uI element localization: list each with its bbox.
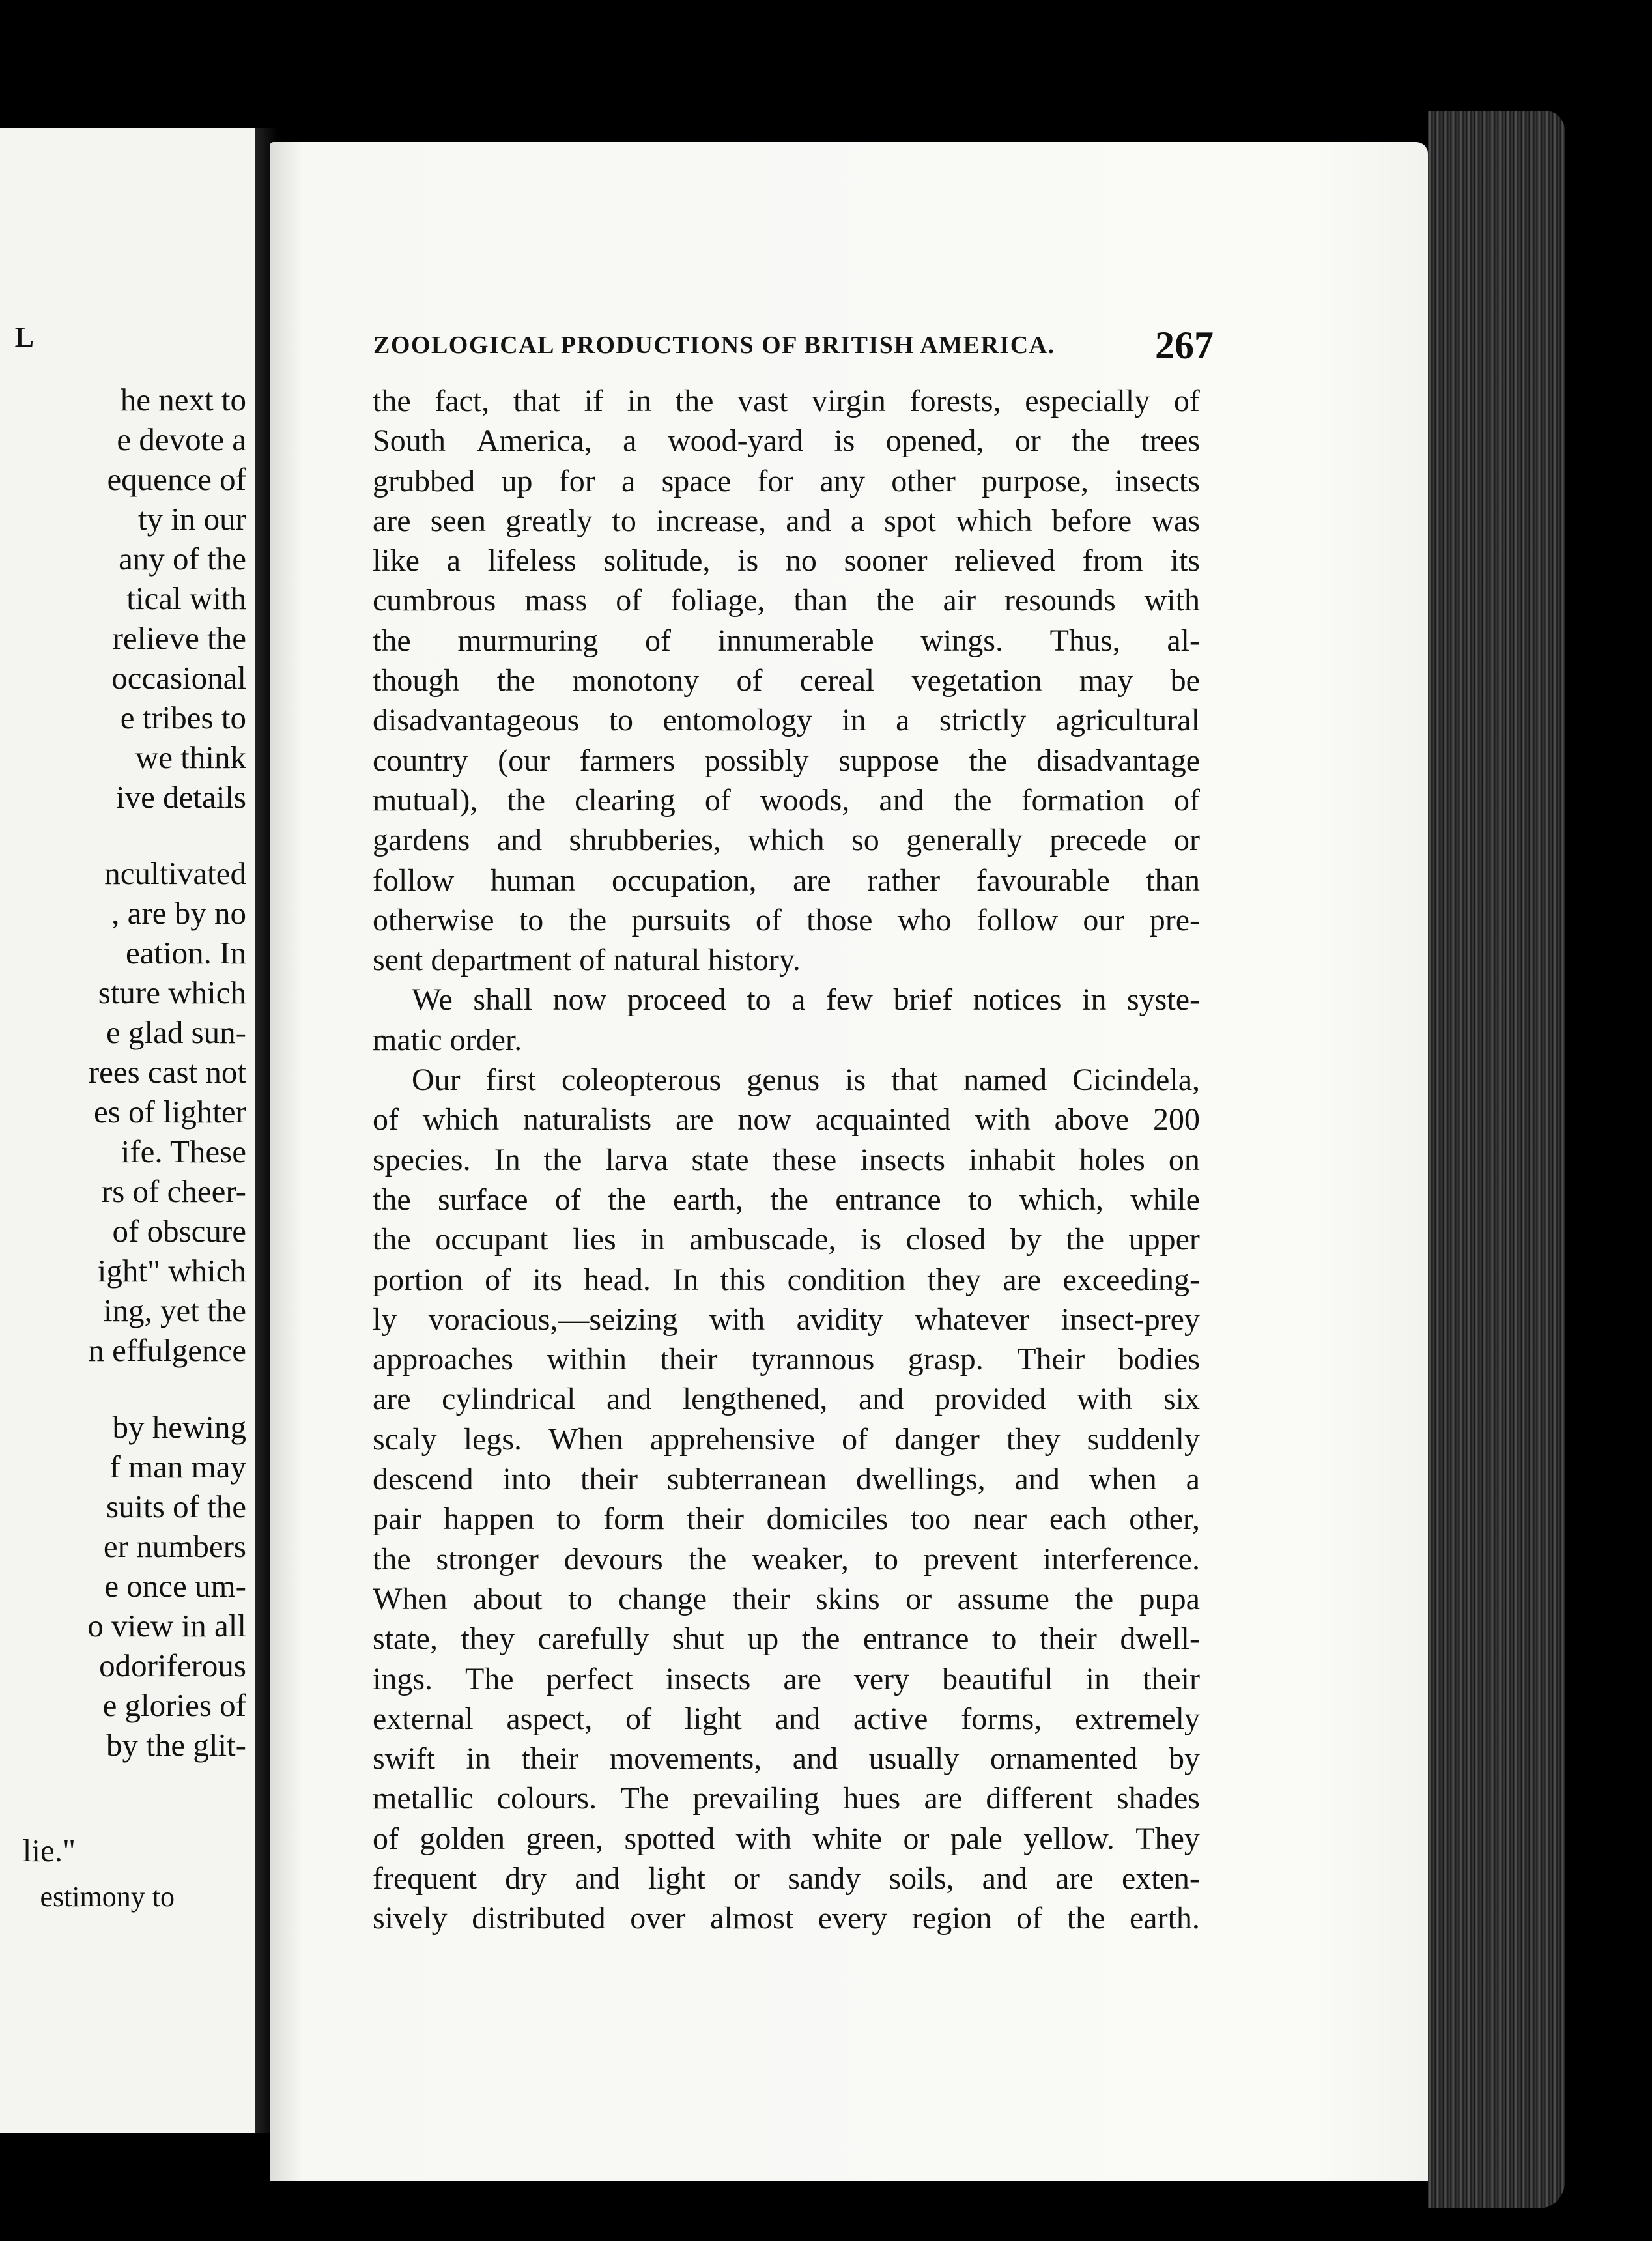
text-line: sively distributed over almost every region of the earth. [373,1901,1200,1936]
text-line: descend into their subterranean dwellings, and when a [373,1462,1200,1497]
text-line: the murmuring of innumerable wings. Thus, al- [373,623,1200,658]
text-line: We shall now proceed to a few brief notices in syste- [412,982,1200,1018]
left-text-line: e tribes to [120,700,246,735]
left-text-line: e glories of [102,1687,246,1723]
left-text-line: estimony to [40,1881,175,1913]
left-text-line: n effulgence [88,1332,246,1368]
text-line: scaly legs. When apprehensive of danger they suddenly [373,1421,1200,1457]
left-text-line: occasional [111,660,246,696]
book-page-edges [1428,111,1565,2208]
text-line: of golden green, spotted with white or pale yellow. They [373,1821,1200,1856]
left-text-line: lie." [22,1833,76,1868]
text-line: though the monotony of cereal vegetation may be [373,663,1200,698]
text-line: ings. The perfect insects are very beautiful in their [373,1661,1200,1696]
text-line: pair happen to form their domiciles too near each other, [373,1502,1200,1537]
left-text-line: L [14,321,34,353]
left-text-line: rs of cheer- [101,1173,246,1209]
left-text-line: of obscure [112,1213,246,1249]
left-text-line: ive details [115,779,246,815]
text-line: sent department of natural history. [373,943,801,978]
left-text-line: e once um- [104,1568,246,1604]
text-line: metallic colours. The prevailing hues are different shades [373,1781,1200,1816]
left-text-line: he next to [120,382,246,418]
text-line: gardens and shrubberies, which so generally precede or [373,823,1200,858]
left-text-line: any of the [119,541,246,577]
text-line: of which naturalists are now acquainted with above 200 [373,1102,1200,1137]
text-line: the occupant lies in ambuscade, is closed by the upper [373,1222,1200,1257]
text-line: mutual), the clearing of woods, and the formation of [373,782,1200,818]
text-line: When about to change their skins or assume the pupa [373,1581,1200,1616]
text-line: the surface of the earth, the entrance to which, while [373,1182,1200,1217]
text-line: cumbrous mass of foliage, than the air resounds with [373,583,1200,618]
text-line: disadvantageous to entomology in a strictly agricultural [373,703,1200,738]
text-line: otherwise to the pursuits of those who follow our pre- [373,902,1200,937]
text-line: are cylindrical and lengthened, and provided with six [373,1382,1200,1417]
left-text-line: suits of the [106,1489,246,1524]
left-text-line: odoriferous [99,1648,246,1683]
left-text-line: we think [135,739,246,775]
text-line: portion of its head. In this condition they are exceeding- [373,1262,1200,1297]
left-text-line: ife. These [121,1134,246,1169]
left-text-line: er numbers [103,1528,246,1564]
left-text-line: by hewing [112,1409,246,1445]
text-line: state, they carefully shut up the entrance to their dwell- [373,1621,1200,1657]
left-text-line: by the glit- [106,1727,246,1763]
running-title: ZOOLOGICAL PRODUCTIONS OF BRITISH AMERICA. [373,332,1055,359]
left-text-line: ncultivated [104,855,246,891]
text-line: like a lifeless solitude, is no sooner relieved from its [373,543,1200,578]
left-text-line: ight" which [97,1253,246,1289]
text-line: South America, a wood-yard is opened, or the trees [373,423,1200,459]
text-line: are seen greatly to increase, and a spot which before was [373,503,1200,538]
body-text [373,381,1200,1939]
text-line: the fact, that if in the vast virgin forests, especially of [373,384,1200,418]
text-line: follow human occupation, are rather favourable than [373,863,1200,898]
text-line: matic order. [373,1022,522,1057]
left-text-line: rees cast not [88,1054,246,1090]
text-line: the stronger devours the weaker, to prevent interference. [373,1541,1200,1577]
running-head [373,326,1214,371]
left-text-line: eation. In [125,935,246,971]
left-text-line: , are by no [111,895,246,931]
left-text-line: relieve the [112,620,246,656]
text-line: country (our farmers possibly suppose the disadvantage [373,743,1200,778]
text-line: ly voracious,—seizing with avidity whatever insect-prey [373,1302,1200,1337]
text-line: frequent dry and light or sandy soils, and are exten- [373,1861,1200,1896]
left-text-line: o view in all [87,1608,246,1644]
left-text-line: equence of [107,461,246,497]
left-text-line: ty in our [137,501,246,537]
text-line: approaches within their tyrannous grasp. Their bodies [373,1342,1200,1377]
text-line: swift in their movements, and usually ornamented by [373,1741,1200,1777]
left-text-line: tical with [126,580,246,616]
text-line: species. In the larva state these insects inhabit holes on [373,1142,1200,1177]
left-text-line: e devote a [117,421,246,457]
page-number: 267 [1155,324,1214,367]
left-text-line: sture which [98,975,246,1010]
left-text-line: f man may [109,1449,246,1485]
left-text-line: e glad sun- [106,1014,246,1050]
text-line: Our first coleopterous genus is that named Cicindela, [412,1063,1200,1098]
text-line: grubbed up for a space for any other purpose, insects [373,463,1200,498]
left-text-line: es of lighter [93,1094,246,1130]
left-page-fragment [0,128,255,2133]
left-text-line: ing, yet the [103,1292,246,1328]
text-line: external aspect, of light and active forms, extremely [373,1701,1200,1736]
